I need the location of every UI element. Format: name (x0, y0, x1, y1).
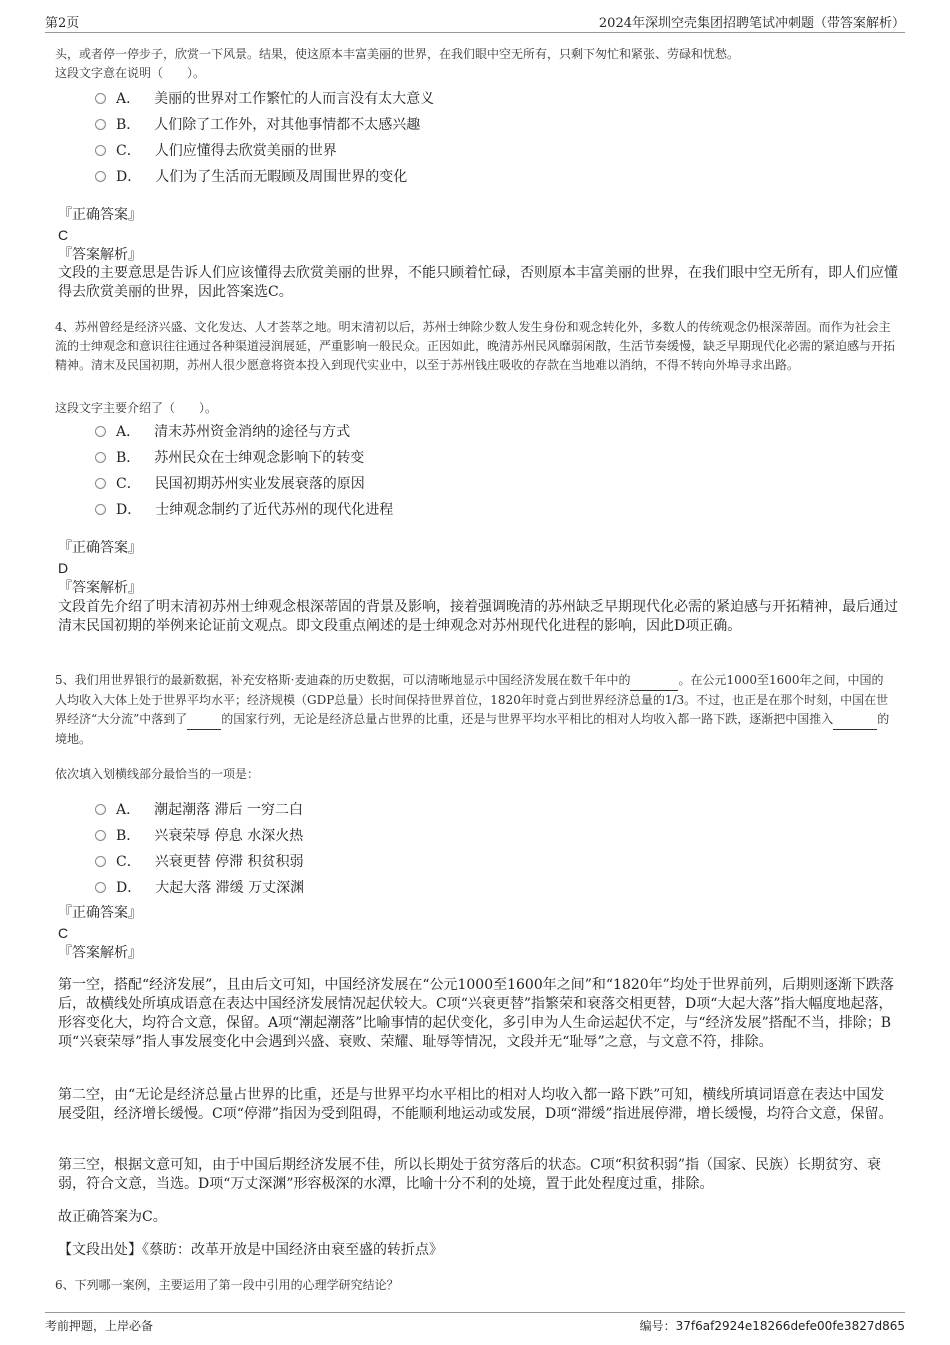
q3-option-b[interactable]: B． 人们除了工作外，对其他事情都不太感兴趣 (95, 111, 434, 137)
q5-analysis-title: 『答案解析』 (58, 945, 142, 961)
q4-option-b[interactable]: B． 苏州民众在士绅观念影响下的转变 (95, 444, 393, 470)
q3-option-a[interactable]: A． 美丽的世界对工作繁忙的人而言没有太大意义 (95, 85, 434, 111)
q4-option-c[interactable]: C． 民国初期苏州实业发展衰落的原因 (95, 470, 393, 496)
q4-option-a[interactable]: A． 清末苏州资金消纳的途径与方式 (95, 418, 393, 444)
radio-icon[interactable] (95, 882, 106, 893)
q3-answer: C (58, 227, 69, 243)
blank-1[interactable] (630, 671, 678, 691)
q5-option-b[interactable]: B． 兴衰荣辱 停息 水深火热 (95, 822, 304, 848)
q5-stem: 依次填入划横线部分最恰当的一项是： (55, 767, 260, 781)
radio-icon[interactable] (95, 426, 106, 437)
q4-stem: 这段文字主要介绍了（ ）。 (55, 401, 218, 415)
q5-analysis-para3: 第三空，根据文意可知，由于中国后期经济发展不佳，所以长期处于贫穷落后的状态。C项“积贫积弱”指（国家、民族）长期贫穷、衰弱，符合文意，当选。D项“万丈深渊”形容极深的水潭，比喻十分不利的处境，置于此处程度过重，排除。 (58, 1157, 882, 1192)
q5-answer-title: 『正确答案』 (58, 905, 142, 921)
q4-analysis-title: 『答案解析』 (58, 580, 142, 596)
radio-icon[interactable] (95, 452, 106, 463)
radio-icon[interactable] (95, 856, 106, 867)
q4-options (95, 418, 393, 522)
radio-icon[interactable] (95, 478, 106, 489)
q5-analysis-para2: 第二空，由“无论是经济总量占世界的比重，还是与世界平均水平相比的相对人均收入都一路下跌”可知，横线所填词语意在表达中国发展受阻，经济增长缓慢。C项“停滞”指因为受到阻碍，不能顺利地运动或发展，D项“滞缓”指进展停滞，增长缓慢，均符合文意，保留。 (58, 1087, 893, 1122)
page-number: 第2页 (45, 16, 80, 31)
q5-option-c[interactable]: C． 兴衰更替 停滞 积贫积弱 (95, 848, 304, 874)
q3-analysis: 文段的主要意思是告诉人们应该懂得去欣赏美丽的世界，不能只顾着忙碌，否则原本丰富美丽的世界，在我们眼中空无所有，即人们应懂得去欣赏美丽的世界，因此答案选C。 (58, 265, 898, 300)
q3-stem: 这段文字意在说明（ ）。 (55, 66, 206, 80)
radio-icon[interactable] (95, 145, 106, 156)
q5-conclusion: 故正确答案为C。 (58, 1209, 167, 1225)
blank-2[interactable] (187, 710, 221, 730)
q3-option-c[interactable]: C． 人们应懂得去欣赏美丽的世界 (95, 137, 434, 163)
page-header (45, 10, 905, 33)
q3-option-d[interactable]: D． 人们为了生活而无暇顾及周围世界的变化 (95, 163, 434, 189)
radio-icon[interactable] (95, 804, 106, 815)
q5-source: 【文段出处】《蔡昉：改革开放是中国经济由衰至盛的转折点》 (58, 1242, 443, 1258)
document-title: 2024年深圳空壳集团招聘笔试冲刺题（带答案解析） (598, 16, 905, 31)
radio-icon[interactable] (95, 93, 106, 104)
radio-icon[interactable] (95, 830, 106, 841)
q4-text: 4、苏州曾经是经济兴盛、文化发达、人才荟萃之地。明末清初以后，苏州士绅除少数人发生身份和观念转化外，多数人的传统观念仍根深蒂固。而作为社会主流的士绅观念和意识往往通过各种渠道浸润展延，严重影响一般民众。正因如此，晚清苏州民风靡弱闲散，生活节奏缓慢，缺乏早期现代化必需的紧迫感与开拓精神。清末及民国初期，苏州人很少愿意将资本投入到现代实业中，以至于苏州钱庄吸收的存款在当地难以消纳，不得不转向外埠寻求出路。 (55, 320, 896, 372)
q5-text: 5、我们用世界银行的最新数据，补充安格斯·麦迪森的历史数据，可以清晰地显示中国经济发展在数千年中的 。在公元1000至1600年之间，中国的人均收入大体上处于世界平均水平；经济规模（GDP总量）长时间保持世界首位，1820年时竟占到世界经济总量的1/3。不过，也正是在那个时刻，中国在世界经济“大分流”中落到了 的国家行列，无论是经济总量占世界的比重，还是与世界平均水平相比的相对人均收入都一路下跌，逐渐把中国推入 的境地。 (55, 673, 890, 746)
footer-slogan: 考前押题，上岸必备 (45, 1319, 154, 1333)
q3-answer-title: 『正确答案』 (58, 207, 142, 223)
radio-icon[interactable] (95, 171, 106, 182)
q3-analysis-title: 『答案解析』 (58, 247, 142, 263)
q4-answer: D (58, 560, 69, 576)
q5-answer: C (58, 925, 69, 941)
blank-3[interactable] (833, 710, 877, 730)
document-code: 编号：37f6af2924e18266defe00fe3827d865 (639, 1319, 905, 1333)
q5-option-a[interactable]: A． 潮起潮落 滞后 一穷二白 (95, 796, 304, 822)
q5-analysis-para1: 第一空，搭配“经济发展”，且由后文可知，中国经济发展在“公元1000至1600年之间”和“1820年”均处于世界前列，后期则逐渐下跌落后，故横线处所填成语意在表达中国经济发展情况起伏较大。C项“兴衰更替”指繁荣和衰落交相更替，D项“大起大落”指大幅度地起落，形容变化大，均符合文意，保留。A项“潮起潮落”比喻事情的起伏变化，多引申为人生命运起伏不定，与“经济发展”搭配不当，排除；B项“兴衰荣辱”指人事发展变化中会遇到兴盛、衰败、荣耀、耻辱等情况，文段并无“耻辱”之意，与文意不符，排除。 (58, 977, 894, 1050)
q5-options (95, 796, 304, 900)
page-footer (45, 1312, 905, 1333)
q3-text: 头，或者停一停步子，欣赏一下风景。结果，使这原本丰富美丽的世界，在我们眼中空无所有，只剩下匆忙和紧张、劳碌和忧愁。 (55, 47, 740, 61)
q5-option-d[interactable]: D． 大起大落 滞缓 万丈深渊 (95, 874, 304, 900)
q4-analysis: 文段首先介绍了明末清初苏州士绅观念根深蒂固的背景及影响，接着强调晚清的苏州缺乏早期现代化必需的紧迫感与开拓精神，最后通过清末民国初期的举例来论证前文观点。即文段重点阐述的是士绅观念对苏州现代化进程的影响，因此D项正确。 (58, 599, 898, 634)
q3-options (95, 85, 434, 189)
radio-icon[interactable] (95, 504, 106, 515)
q4-answer-title: 『正确答案』 (58, 540, 142, 556)
q4-option-d[interactable]: D． 士绅观念制约了近代苏州的现代化进程 (95, 496, 393, 522)
radio-icon[interactable] (95, 119, 106, 130)
q6-text: 6、下列哪一案例，主要运用了第一段中引用的心理学研究结论？ (55, 1278, 399, 1292)
